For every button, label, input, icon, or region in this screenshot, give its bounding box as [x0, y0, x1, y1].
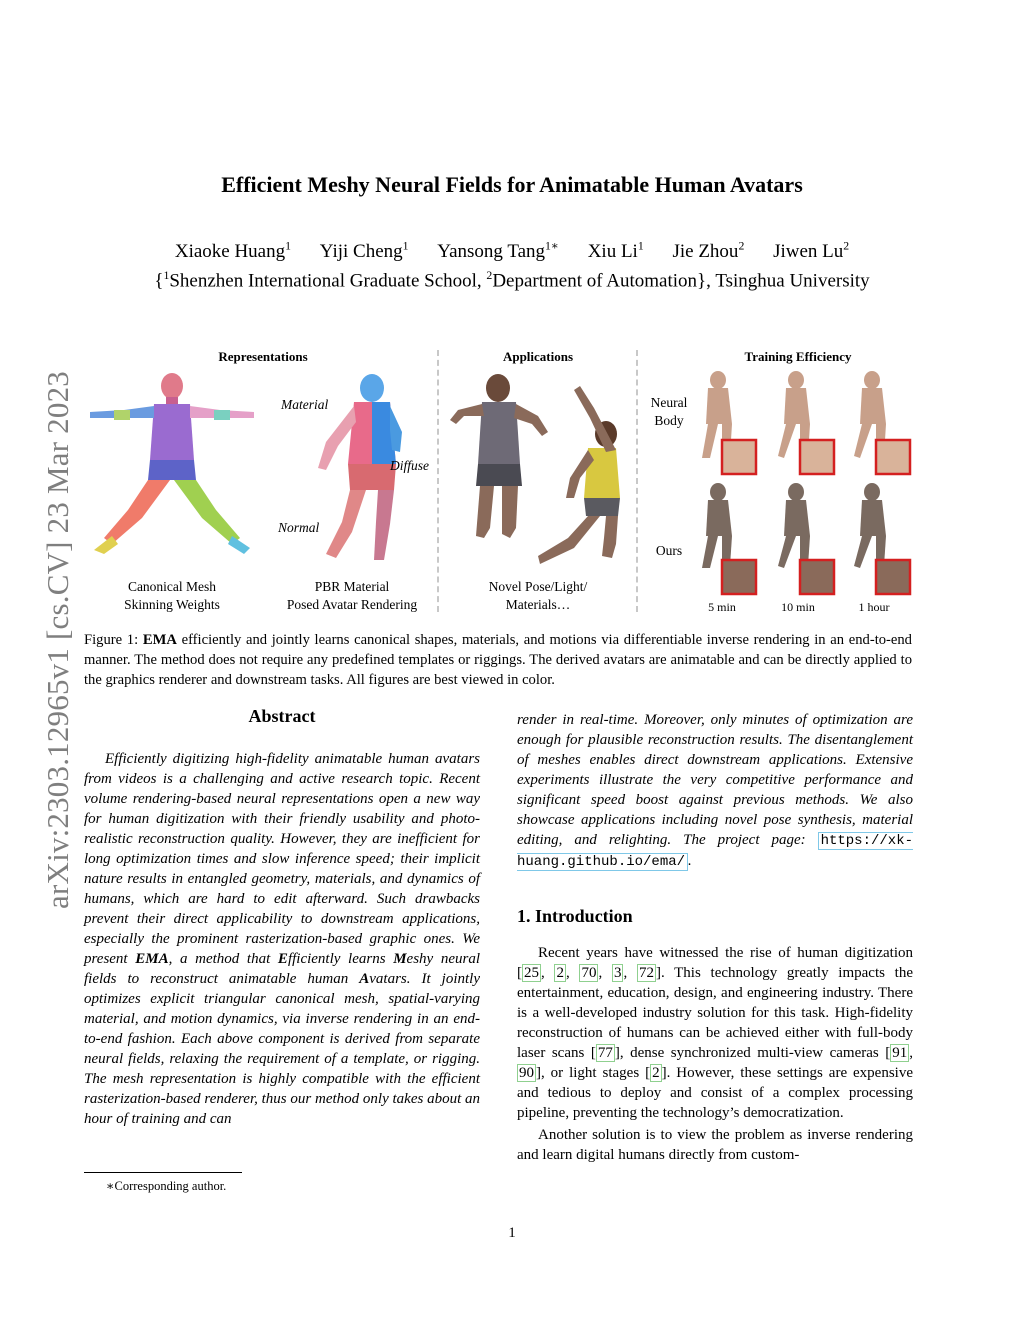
time-label: 10 min [781, 600, 815, 614]
abstract-continuation: render in real-time. Moreover, only minutes of optimization are enough for plausible reconstruction results. The disentanglement of meshes enables direct downstream applications. Extensive experiments illustrate the very competitive performance and significant speed boost against previous methods. We also showcase applications including novel pose synthesis, material editing, and relighting. The project page: https://xk-huang.github.io/ema/ . [517, 712, 913, 870]
citation-link[interactable]: 91 [892, 1045, 908, 1061]
introduction-paragraph: Recent years have witnessed the rise of human digitization [ 25 , 2 , 70 , 3 , 72 ]. This technology greatly impacts the entertainment, education, design, and engineering industry. There is a well-developed industry solution for this task. High-fidelity reconstruction of humans can be achieved either with full-body laser scans [ 77 ], dense synchronized multi-view cameras [ 91 , 90 ], or light stages [ 2 ]. However, these settings are expensive and tedious to deploy and consist of a complex processing pipeline, preventing the technology’s democratization. [517, 945, 914, 1121]
novel-pose-figures [444, 368, 634, 568]
time-label: 5 min [708, 600, 736, 614]
figure-divider [636, 350, 638, 612]
label-normal: Normal [278, 520, 320, 535]
citation-link[interactable]: 2 [556, 965, 564, 981]
figure-section-representations: Representations [218, 349, 308, 364]
page-number: 1 [508, 1225, 516, 1241]
citation-link[interactable]: 90 [519, 1065, 534, 1081]
abstract-body: Efficiently digitizing high-fidelity animatable human avatars from videos is a challenging and active research topic. Recent volume rendering-based neural representations open a new way for human digitization with their friendly usability and photo-realistic reconstruction quality. However, they are inefficient for long optimization times and slow inference speed; their implicit nature results in entangled geometry, materials, and dynamics of humans, which are hard to edit afterward. Such drawbacks prevent their direct applicability to downstream applications, especially the prominent rasterization-based graphic ones. We present EMA, a method that Efficiently learns Meshy neural fields to reconstruct animatable human Avatars. It jointly optimizes explicit triangular canonical mesh, spatial-varying material, and motion dynamics, via inverse rendering in an end-to-end fashion. Each above component is derived from separate neural fields, relaxing the requirement of a template, or rigging. The mesh representation is highly compatible with the efficient rasterization-based renderer, thus our method only takes about an hour of training and can [84, 751, 481, 1127]
left-column [84, 706, 480, 1129]
citation-link[interactable]: 70 [581, 965, 597, 981]
author: Xiu Li$^1$ [587, 240, 644, 263]
label-material: Material [281, 397, 329, 412]
author-list [0, 239, 1024, 263]
affiliation: {$^1$Shenzhen International Graduate School, $^2$Department of Automation}, Tsinghua University [154, 269, 870, 292]
caption-pbr-material: PBR Material Posed Avatar Rendering [286, 579, 418, 612]
project-page-link[interactable]: https://xk-huang.github.io/ema/ [517, 833, 913, 870]
canonical-mesh-figure [84, 368, 260, 560]
author: Jie Zhou$^2$ [672, 240, 745, 263]
author: Yiji Cheng$^1$ [319, 240, 409, 263]
author: Jiwen Lu$^2$ [773, 240, 850, 263]
arxiv-stamp: arXiv:2303.12965v1 [cs.CV] 23 Mar 2023 [40, 371, 75, 909]
caption-canonical-mesh: Canonical Mesh Skinning Weights [124, 579, 220, 612]
paper-title: Efficient Meshy Neural Fields for Animatable Human Avatars [221, 172, 803, 197]
label-diffuse: Diffuse [390, 458, 429, 473]
introduction-heading: 1. Introduction [517, 906, 633, 926]
caption-novel-pose: Novel Pose/Light/ Materials… [488, 579, 588, 612]
abstract-heading: Abstract [248, 706, 316, 726]
footnote-rule [84, 1172, 242, 1173]
figure-section-applications: Applications [502, 349, 574, 364]
figure-caption: Figure 1: EMA efficiently and jointly learns canonical shapes, materials, and motions via differentiable inverse rendering in an end-to-end manner. The method does not require any predefined templates or riggings. The derived avatars are animatable and can be directly applied to the graphics renderer and downstream tasks. All figures are best viewed in color. [84, 632, 912, 688]
citation-link[interactable]: 2 [652, 1065, 660, 1081]
citation-link[interactable]: 77 [597, 1045, 613, 1061]
footnote: ∗Corresponding author. [106, 1179, 227, 1193]
introduction-paragraph: Another solution is to view the problem as inverse rendering and learn digital humans directly from custom- [517, 1127, 913, 1163]
row-label-ours: Ours [655, 543, 683, 558]
citation-link[interactable]: 25 [524, 965, 539, 981]
figure-divider [437, 350, 439, 612]
time-label: 1 hour [858, 600, 890, 614]
citation-link[interactable]: 3 [613, 965, 622, 981]
right-column [517, 710, 913, 1165]
row-label-neural-body: Neural Body [650, 395, 688, 428]
citation-link[interactable]: 72 [638, 965, 654, 981]
author: Yansong Tang$^{1∗}$ [437, 240, 559, 263]
author: Xiaoke Huang$^1$ [174, 240, 292, 263]
training-efficiency-grid [688, 368, 916, 596]
figure-section-training-efficiency: Training Efficiency [744, 349, 852, 364]
